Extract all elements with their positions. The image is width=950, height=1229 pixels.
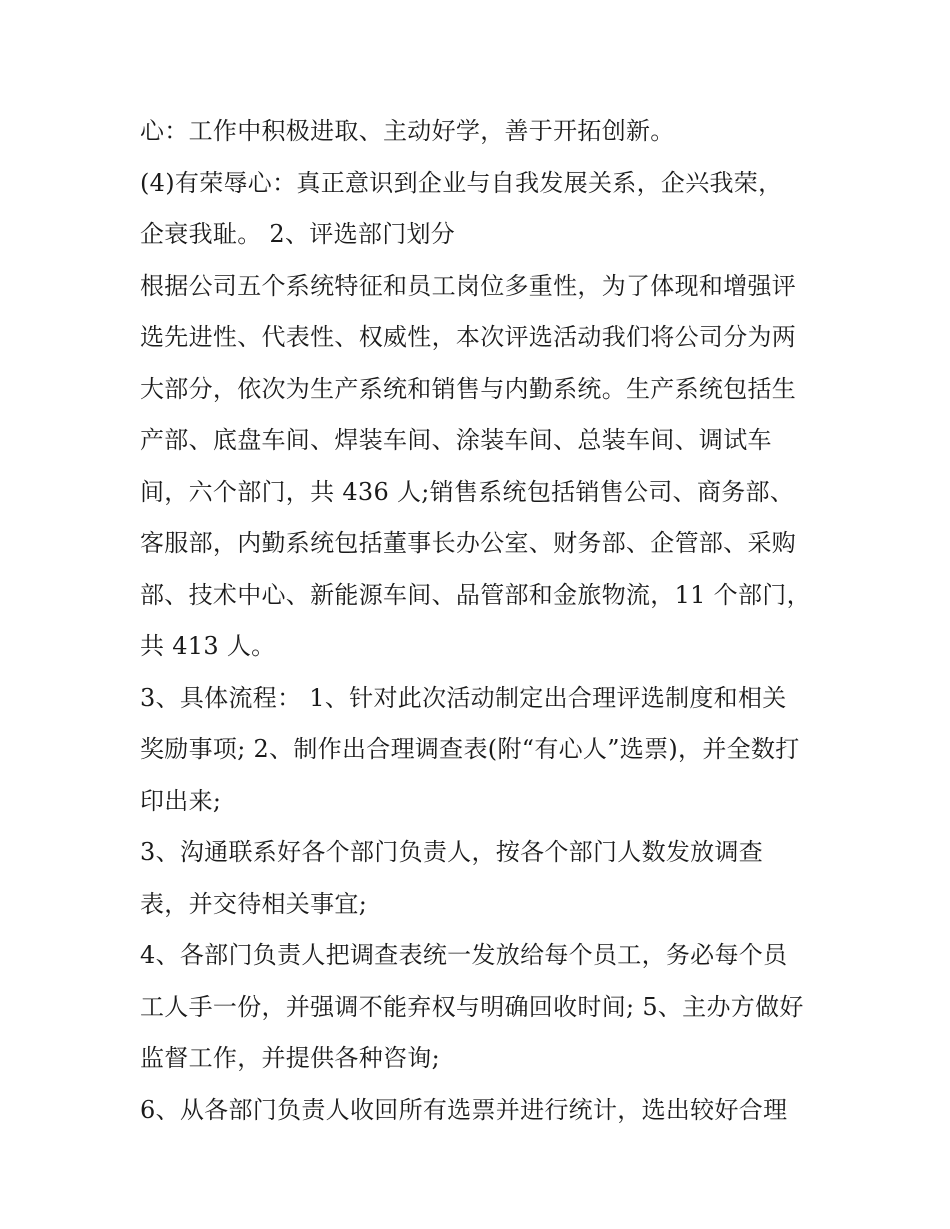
text-line: 4、各部门负责人把调查表统一发放给每个员工，务必每个员 bbox=[140, 941, 788, 969]
text-line: 部、技术中心、新能源车间、品管部和金旅物流，11 个部门， bbox=[140, 580, 811, 609]
text-line: 根据公司五个系统特征和员工岗位多重性，为了体现和增强评 bbox=[140, 271, 797, 300]
text-line: 奖励事项; 2、制作出合理调查表(附“有心人”选票)，并全数打 bbox=[140, 735, 800, 763]
text-line: 间，六个部门，共 436 人;销售系统包括销售公司、商务部、 bbox=[140, 477, 795, 506]
text-line: 企衰我耻。 2、评选部门划分 bbox=[140, 220, 456, 248]
text-line: 监督工作，并提供各种咨询; bbox=[140, 1044, 440, 1072]
text-line: 客服部，内勤系统包括董事长办公室、财务部、企管部、采购 bbox=[140, 529, 797, 557]
text-line: 大部分，依次为生产系统和销售与内勤系统。生产系统包括生 bbox=[140, 374, 797, 403]
body-text bbox=[140, 106, 830, 1136]
text-line: 工人手一份，并强调不能弃权与明确回收时间; 5、主办方做好 bbox=[140, 992, 804, 1021]
text-line: 产部、底盘车间、焊装车间、涂装车间、总装车间、调试车 bbox=[140, 426, 772, 454]
text-line: 6、从各部门负责人收回所有选票并进行统计，选出较好合理 bbox=[140, 1095, 788, 1124]
text-line: 印出来; bbox=[140, 786, 222, 815]
text-line: 选先进性、代表性、权威性，本次评选活动我们将公司分为两 bbox=[140, 323, 797, 351]
text-line: 3、具体流程： 1、针对此次活动制定出合理评选制度和相关 bbox=[140, 683, 787, 712]
text-line: 心：工作中积极进取、主动好学，善于开拓创新。 bbox=[140, 117, 675, 145]
text-line: 共 413 人。 bbox=[140, 632, 276, 660]
text-line: 3、沟通联系好各个部门负责人，按各个部门人数发放调查 bbox=[140, 838, 764, 866]
text-line: 表，并交待相关事宜; bbox=[140, 889, 368, 918]
text-line: (4)有荣辱心：真正意识到企业与自我发展关系，企兴我荣， bbox=[140, 168, 783, 197]
